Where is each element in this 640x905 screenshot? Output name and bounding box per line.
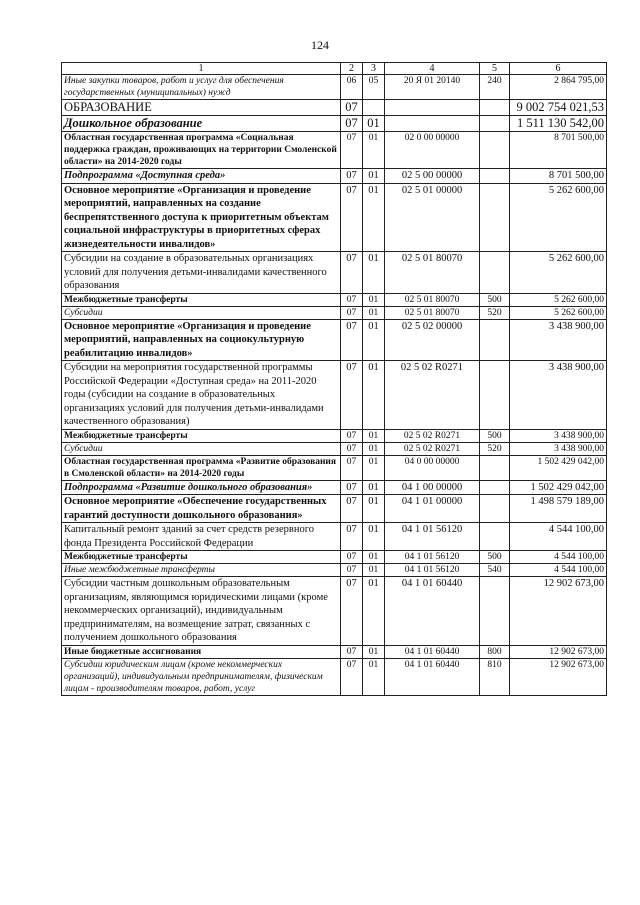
row-name: Дошкольное образование — [62, 116, 341, 132]
row-expense-type: 240 — [480, 75, 510, 100]
row-expense-type — [480, 480, 510, 495]
row-amount: 4 544 100,00 — [510, 564, 607, 577]
row-expense-type: 500 — [480, 429, 510, 442]
row-name: Капитальный ремонт зданий за счет средств резервного фонда Президента Российской Федерации — [62, 523, 341, 551]
row-section: 07 — [341, 319, 363, 361]
table-row — [62, 361, 607, 430]
row-section: 07 — [341, 551, 363, 564]
row-section: 07 — [341, 442, 363, 455]
row-subsection: 01 — [363, 429, 385, 442]
row-target-article: 02 5 01 80070 — [385, 306, 480, 319]
row-name: Основное мероприятие «Обеспечение государственных гарантий доступности дошкольного образования» — [62, 495, 341, 523]
table-row — [62, 645, 607, 658]
budget-table — [61, 62, 607, 696]
row-amount: 1 502 429 042,00 — [510, 455, 607, 480]
row-expense-type — [480, 319, 510, 361]
row-section: 07 — [341, 293, 363, 306]
row-name: Субсидии на создание в образовательных организациях условий для получения детьми-инвалидами качественного образования — [62, 252, 341, 294]
row-amount: 1 511 130 542,00 — [510, 116, 607, 132]
row-section: 07 — [341, 480, 363, 495]
table-row — [62, 442, 607, 455]
row-section: 07 — [341, 577, 363, 646]
row-expense-type: 520 — [480, 306, 510, 319]
row-subsection: 01 — [363, 658, 385, 695]
row-name: Подпрограмма «Развитие дошкольного образования» — [62, 480, 341, 495]
row-subsection: 01 — [363, 169, 385, 184]
row-name: Межбюджетные трансферты — [62, 429, 341, 442]
row-subsection: 01 — [363, 442, 385, 455]
table-row — [62, 455, 607, 480]
row-amount: 12 902 673,00 — [510, 577, 607, 646]
row-name: Областная государственная программа «Социальная поддержка граждан, проживающих на территории Смоленской области» на 2014-2020 годы — [62, 132, 341, 169]
page-number: 124 — [311, 38, 329, 52]
row-amount: 2 864 795,00 — [510, 75, 607, 100]
row-section: 07 — [341, 495, 363, 523]
row-target-article: 04 1 00 00000 — [385, 480, 480, 495]
row-section: 07 — [341, 183, 363, 252]
row-subsection: 01 — [363, 495, 385, 523]
row-target-article: 02 5 01 00000 — [385, 183, 480, 252]
row-target-article — [385, 100, 480, 116]
row-name: Подпрограмма «Доступная среда» — [62, 169, 341, 184]
row-target-article: 04 1 01 60440 — [385, 658, 480, 695]
table-row — [62, 429, 607, 442]
row-amount: 3 438 900,00 — [510, 319, 607, 361]
row-target-article: 02 5 02 R0271 — [385, 429, 480, 442]
row-target-article: 02 0 00 00000 — [385, 132, 480, 169]
row-target-article: 02 5 02 00000 — [385, 319, 480, 361]
row-subsection: 01 — [363, 645, 385, 658]
table-row — [62, 293, 607, 306]
row-amount: 3 438 900,00 — [510, 429, 607, 442]
row-name: Основное мероприятие «Организация и проведение мероприятий, направленных на создание беспрепятственного доступа к приоритетным объектам социальной инфраструктуры в приоритетных сферах жизнедеятельности инвалидов» — [62, 183, 341, 252]
column-number: 1 — [62, 63, 341, 75]
table-row — [62, 658, 607, 695]
row-section: 07 — [341, 169, 363, 184]
row-amount: 1 498 579 189,00 — [510, 495, 607, 523]
row-subsection: 01 — [363, 523, 385, 551]
row-section: 07 — [341, 645, 363, 658]
row-subsection: 01 — [363, 455, 385, 480]
row-name: Субсидии частным дошкольным образовательным организациям, являющимся юридическими лицами (кроме некоммерческих организаций), индивидуальным предпринимателям, на возмещение затрат, связанных с получением дошкольного образования — [62, 577, 341, 646]
row-expense-type: 800 — [480, 645, 510, 658]
row-expense-type — [480, 252, 510, 294]
row-name: ОБРАЗОВАНИЕ — [62, 100, 341, 116]
row-amount: 4 544 100,00 — [510, 551, 607, 564]
row-target-article: 04 0 00 00000 — [385, 455, 480, 480]
row-section: 07 — [341, 429, 363, 442]
column-number-row — [62, 63, 607, 75]
row-section: 07 — [341, 658, 363, 695]
row-section: 07 — [341, 116, 363, 132]
row-target-article: 04 1 01 00000 — [385, 495, 480, 523]
row-target-article: 04 1 01 60440 — [385, 645, 480, 658]
column-number: 3 — [363, 63, 385, 75]
row-expense-type: 500 — [480, 551, 510, 564]
row-section: 07 — [341, 361, 363, 430]
row-expense-type — [480, 455, 510, 480]
row-target-article: 02 5 02 R0271 — [385, 361, 480, 430]
row-section: 07 — [341, 306, 363, 319]
row-expense-type: 540 — [480, 564, 510, 577]
row-expense-type — [480, 183, 510, 252]
row-name: Субсидии юридическим лицам (кроме некоммерческих организаций), индивидуальным предпринимателям, физическим лицам - производителям товаров, работ, услуг — [62, 658, 341, 695]
table-row — [62, 480, 607, 495]
table-row — [62, 116, 607, 132]
row-target-article: 04 1 01 56120 — [385, 551, 480, 564]
row-target-article: 04 1 01 56120 — [385, 564, 480, 577]
row-name: Субсидии — [62, 442, 341, 455]
column-number: 2 — [341, 63, 363, 75]
table-row — [62, 183, 607, 252]
row-section: 07 — [341, 132, 363, 169]
row-amount: 12 902 673,00 — [510, 658, 607, 695]
table-row — [62, 75, 607, 100]
row-subsection: 01 — [363, 361, 385, 430]
row-section: 07 — [341, 523, 363, 551]
row-section: 07 — [341, 252, 363, 294]
row-section: 07 — [341, 100, 363, 116]
row-expense-type — [480, 169, 510, 184]
column-number: 6 — [510, 63, 607, 75]
row-expense-type: 520 — [480, 442, 510, 455]
row-target-article: 02 5 01 80070 — [385, 252, 480, 294]
row-target-article: 20 Я 01 20140 — [385, 75, 480, 100]
row-subsection: 01 — [363, 132, 385, 169]
row-expense-type — [480, 116, 510, 132]
row-amount: 8 701 500,00 — [510, 132, 607, 169]
table-row — [62, 551, 607, 564]
row-name: Иные межбюджетные трансферты — [62, 564, 341, 577]
row-amount: 5 262 600,00 — [510, 183, 607, 252]
table-row — [62, 132, 607, 169]
column-number: 4 — [385, 63, 480, 75]
row-subsection: 01 — [363, 319, 385, 361]
row-section: 07 — [341, 564, 363, 577]
row-target-article: 02 5 00 00000 — [385, 169, 480, 184]
row-subsection: 01 — [363, 116, 385, 132]
row-amount: 8 701 500,00 — [510, 169, 607, 184]
row-target-article: 04 1 01 56120 — [385, 523, 480, 551]
table-row — [62, 564, 607, 577]
row-expense-type — [480, 132, 510, 169]
row-subsection: 01 — [363, 551, 385, 564]
row-target-article: 04 1 01 60440 — [385, 577, 480, 646]
row-target-article: 02 5 02 R0271 — [385, 442, 480, 455]
table-row — [62, 306, 607, 319]
table-row — [62, 577, 607, 646]
row-name: Межбюджетные трансферты — [62, 293, 341, 306]
row-amount: 3 438 900,00 — [510, 361, 607, 430]
row-subsection: 01 — [363, 293, 385, 306]
row-subsection: 05 — [363, 75, 385, 100]
row-section: 07 — [341, 455, 363, 480]
row-expense-type — [480, 361, 510, 430]
column-number: 5 — [480, 63, 510, 75]
row-amount: 5 262 600,00 — [510, 252, 607, 294]
row-amount: 12 902 673,00 — [510, 645, 607, 658]
table-row — [62, 495, 607, 523]
table-row — [62, 169, 607, 184]
row-amount: 5 262 600,00 — [510, 306, 607, 319]
row-amount: 5 262 600,00 — [510, 293, 607, 306]
row-section: 06 — [341, 75, 363, 100]
row-amount: 9 002 754 021,53 — [510, 100, 607, 116]
row-amount: 4 544 100,00 — [510, 523, 607, 551]
row-subsection: 01 — [363, 564, 385, 577]
row-expense-type: 500 — [480, 293, 510, 306]
row-name: Основное мероприятие «Организация и проведение мероприятий, направленных на социокультурную реабилитацию инвалидов» — [62, 319, 341, 361]
row-expense-type: 810 — [480, 658, 510, 695]
row-name: Межбюджетные трансферты — [62, 551, 341, 564]
row-subsection: 01 — [363, 577, 385, 646]
row-subsection: 01 — [363, 306, 385, 319]
table-row — [62, 252, 607, 294]
table-row — [62, 100, 607, 116]
row-subsection: 01 — [363, 252, 385, 294]
row-name: Субсидии на мероприятия государственной программы Российской Федерации «Доступная среда» на 2011-2020 годы (субсидии на создание в образовательных организациях условий для получения детьми-инвалидами качественного образования) — [62, 361, 341, 430]
table-row — [62, 523, 607, 551]
row-name: Иные бюджетные ассигнования — [62, 645, 341, 658]
row-name: Субсидии — [62, 306, 341, 319]
table-body — [62, 75, 607, 696]
row-expense-type — [480, 100, 510, 116]
row-subsection: 01 — [363, 480, 385, 495]
row-expense-type — [480, 577, 510, 646]
row-amount: 1 502 429 042,00 — [510, 480, 607, 495]
row-expense-type — [480, 523, 510, 551]
row-expense-type — [480, 495, 510, 523]
row-amount: 3 438 900,00 — [510, 442, 607, 455]
row-name: Областная государственная программа «Развитие образования в Смоленской области» на 2014-2020 годы — [62, 455, 341, 480]
table-row — [62, 319, 607, 361]
row-target-article: 02 5 01 80070 — [385, 293, 480, 306]
row-target-article — [385, 116, 480, 132]
row-name: Иные закупки товаров, работ и услуг для обеспечения государственных (муниципальных) нужд — [62, 75, 341, 100]
row-subsection — [363, 100, 385, 116]
row-subsection: 01 — [363, 183, 385, 252]
